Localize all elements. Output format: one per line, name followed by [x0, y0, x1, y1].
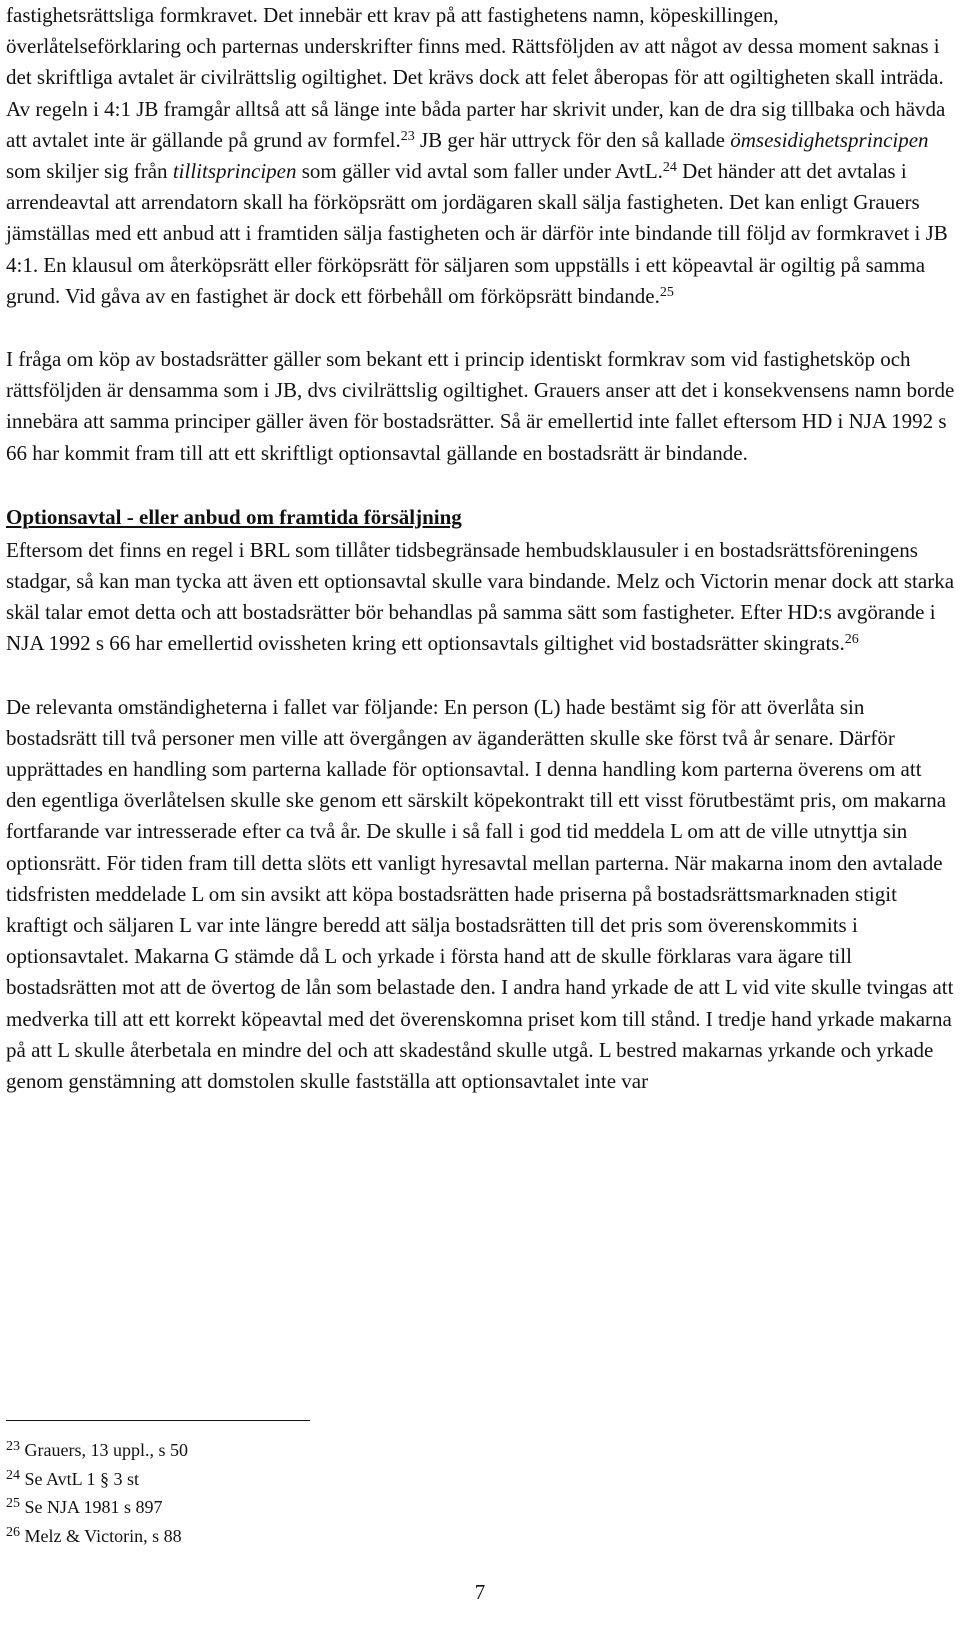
section-heading: Optionsavtal - eller anbud om framtida försäljning: [6, 504, 462, 529]
paragraph-formkrav: [6, 0, 956, 312]
paragraph-bostadsratter: I fråga om köp av bostadsrätter gäller som bekant ett i princip identiskt formkrav som vid fastighetsköp och rättsföljden är densamma som i JB, dvs civilrättslig ogiltighet. Grauers anser att det i konsekvensens namn borde innebära att samma principer gäller även för bostadsrätter. Så är emellertid inte fallet eftersom HD i NJA 1992 s 66 har kommit fram till att ett skriftligt optionsavtal gällande en bostadsrätt är bindande.: [6, 347, 955, 465]
footnote-divider: [6, 1420, 310, 1421]
paragraph-optionsavtal: [6, 535, 956, 660]
paragraph-text: Eftersom det finns en regel i BRL som tillåter tidsbegränsade hembudsklausuler i en bostadsrättsföreningens stadgar, så kan man tycka att även ett optionsavtal skulle vara bindande. Melz och Victorin menar dock att starka skäl talar emot detta och att bostadsrätter bör behandlas på samma sätt som fastigheter. Efter HD:s avgörande i NJA 1992 s 66 har emellertid ovissheten kring ett optionsavtals giltighet vid bostadsrätter skingrats.: [6, 537, 955, 656]
paragraph-text: som gäller vid avtal som faller under AvtL.: [296, 159, 663, 184]
footnote-number: 24: [6, 1467, 20, 1483]
footnote: [6, 1465, 606, 1494]
footnote-ref: 24: [662, 160, 677, 176]
footnote-number: 23: [6, 1439, 20, 1454]
footnote-ref: 25: [659, 284, 674, 300]
paragraph-text: som skiljer sig från: [6, 159, 173, 184]
footnote-ref: 23: [400, 128, 415, 144]
footnote-text: Melz & Victorin, s 88: [20, 1525, 182, 1546]
footnote: [6, 1436, 606, 1465]
emphasis-term: ömsesidighetsprincipen: [730, 127, 929, 152]
paragraph-text: fastighetsrättsliga formkravet. Det innebär ett krav på att fastighetens namn, köpeskillingen, överlåtelseförklaring och parternas underskrifter finns med. Rättsföljden av att något av dessa moment saknas i det skriftliga avtalet är civilrättslig ogiltighet. Det krävs dock att felet åberopas för att ogiltigheten skall inträda. Av regeln i 4:1 JB framgår alltså att så länge inte båda parter har skrivit under, kan de dra sig tillbaka och hävda att avtalet inte är gällande på grund av formfel.: [6, 3, 946, 152]
footnote: [6, 1493, 606, 1522]
emphasis-term: tillitsprincipen: [172, 159, 297, 184]
paragraph-text: Det händer att det avtalas i arrendeavtal att arrendatorn skall ha förköpsrätt om jordägaren skall sälja fastigheten. Det kan enligt Grauers jämställas med ett anbud att i framtiden sälja fastigheten och är därför inte bindande till följd av formkravet i JB 4:1. En klausul om återköpsrätt eller förköpsrätt för säljaren som uppställs i ett köpeavtal är ogiltig på samma grund. Vid gåva av en fastighet är dock ett förbehåll om förköpsrätt bindande.: [6, 159, 948, 308]
footnote-text: Se AvtL 1 § 3 st: [20, 1468, 140, 1489]
footnote: [6, 1522, 606, 1551]
footnote-number: 25: [6, 1496, 20, 1511]
footnote-text: Se NJA 1981 s 897: [20, 1497, 163, 1517]
paragraph-omstandigheter: De relevanta omständigheterna i fallet var följande: En person (L) hade bestämt sig för att överlåta sin bostadsrätt till två personer men ville att övergången av äganderätten skulle ske först två år senare. Därför upprättades en handling som parterna kallade för optionsavtal. I denna handling kom parterna överens om att den egentliga överlåtelsen skulle ske genom ett särskilt köpekontrakt till ett visst förutbestämt pris, om makarna fortfarande var intresserade efter ca två år. De skulle i så fall i god tid meddela L om att de ville utnyttja sin optionsrätt. För tiden fram till detta slöts ett vanligt hyresavtal mellan parterna. När makarna inom den avtalade tidsfristen meddelade L om sin avsikt att köpa bostadsrätten hade priserna på bostadsrättsmarknaden stigit kraftigt och säljaren L var inte längre beredd att sälja bostadsrätten till det pris som överenskommits i optionsavtalet. Makarna G stämde då L och yrkade i första hand att de skulle förklaras vara ägare till bostadsrätten mot att de övertog de lån som belastade den. I andra hand yrkade de att L vid vite skulle tvingas att medverka till att ett korrekt köpeavtal med det överenskomna priset kom till stånd. I tredje hand yrkade makarna på att L skulle återbetala en mindre del och att skadestånd skulle utgå. L bestred makarnas yrkande och yrkade genom genstämning att domstolen skulle fastställa att optionsavtalet inte var: [6, 694, 954, 1094]
footnote-ref: 26: [844, 632, 859, 648]
footnote-number: 26: [6, 1524, 20, 1540]
page-number: 7: [474, 1580, 486, 1604]
page-body: [6, 0, 956, 1097]
paragraph-text: JB ger här uttryck för den så kallade: [414, 127, 731, 152]
footnotes: [6, 1436, 606, 1550]
footnote-text: Grauers, 13 uppl., s 50: [20, 1440, 188, 1460]
